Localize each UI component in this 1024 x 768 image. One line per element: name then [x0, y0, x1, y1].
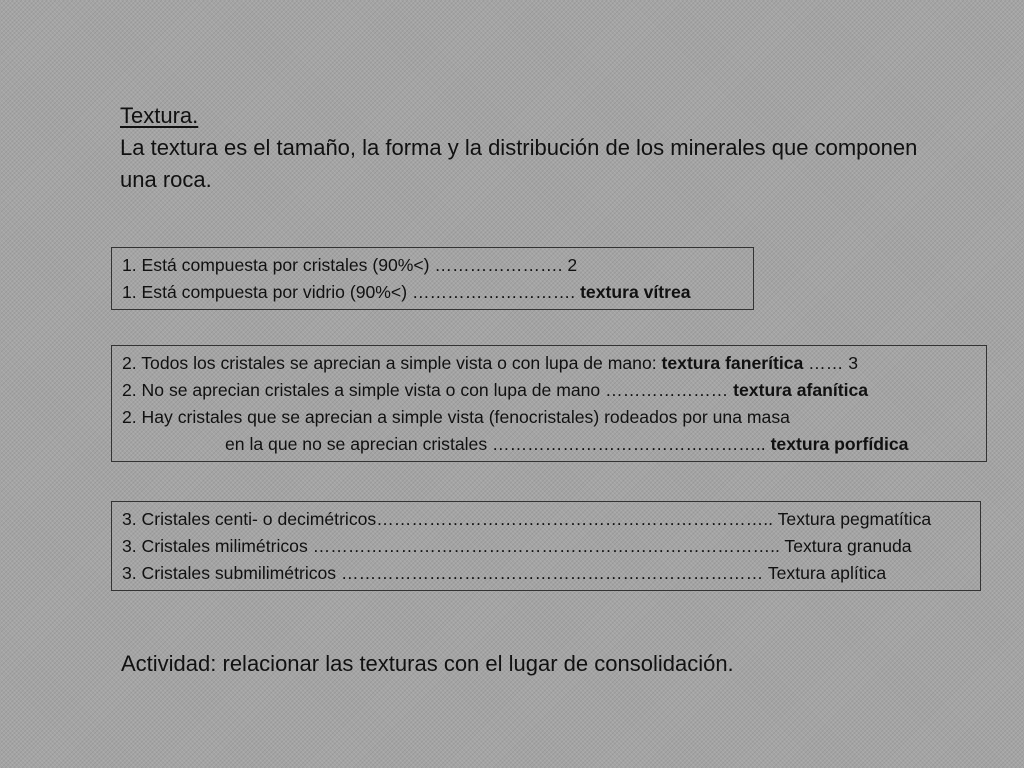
- step1-line-glass: 1. Está compuesta por vidrio (90%<) ………………………. textura vítrea: [122, 282, 691, 302]
- step2-line-porfidica: 2. Hay cristales que se aprecian a simple vista (fenocristales) rodeados por una masa: [122, 407, 790, 427]
- step3-line-aplitica: 3. Cristales submilimétricos ……………………………………………………………… Textura aplítica: [122, 563, 887, 583]
- activity-text: Actividad: relacionar las texturas con el lugar de consolidación.: [121, 651, 734, 676]
- step3-box: [111, 501, 981, 591]
- step1-line-crystals: 1. Está compuesta por cristales (90%<) …………………. 2: [122, 255, 578, 275]
- step2-line-faneritica: 2. Todos los cristales se aprecian a simple vista o con lupa de mano: textura fanerítica …… 3: [122, 353, 859, 373]
- intro-section: [120, 100, 920, 196]
- result-afanitica: textura afanítica: [733, 380, 869, 400]
- result-faneritica: textura fanerítica: [661, 353, 804, 373]
- step2-line-porfidica-cont: en la que no se aprecian cristales ……………………………………….. textura porfídica: [225, 434, 909, 454]
- step3-line-pegmatitica: 3. Cristales centi- o decimétricos………………………………………………………….. Textura pegmatítica: [122, 509, 932, 529]
- result-porfidica: textura porfídica: [770, 434, 909, 454]
- step3-line-granuda: 3. Cristales milimétricos …………………………………………………………………….. Textura granuda: [122, 536, 912, 556]
- result-vitrea: textura vítrea: [580, 282, 691, 302]
- section-heading: Textura.: [120, 103, 199, 128]
- step2-line-afanitica: 2. No se aprecian cristales a simple vista o con lupa de mano ………………… textura afanítica: [122, 380, 869, 400]
- texture-definition: La textura es el tamaño, la forma y la distribución de los minerales que componen una roca.: [120, 135, 918, 192]
- step1-box: [111, 247, 754, 310]
- step2-box: [111, 345, 987, 462]
